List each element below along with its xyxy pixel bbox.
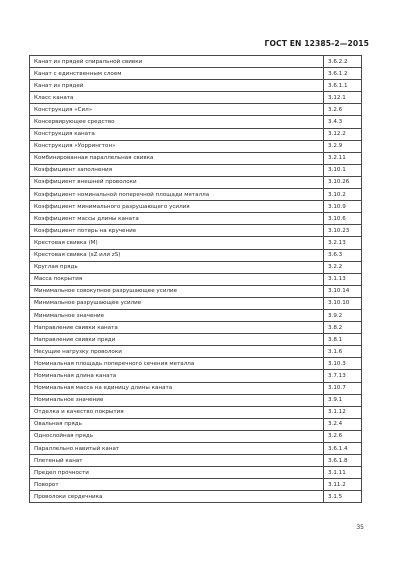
- term-cell: Номинальная длина каната: [30, 370, 324, 382]
- term-cell: Коэффициент номинальной поперечной площади металла: [30, 189, 324, 201]
- clause-ref-cell: 3.8.1: [324, 334, 362, 346]
- clause-ref-cell: 3.4.3: [324, 116, 362, 128]
- table-row: [30, 201, 362, 213]
- clause-ref-cell: 3.9.2: [324, 309, 362, 321]
- term-cell: Однослойная прядь: [30, 430, 324, 442]
- term-cell: Направление свивки каната: [30, 322, 324, 334]
- term-cell: Канат из прядей спиральной свивки: [30, 56, 324, 68]
- table-row: [30, 56, 362, 68]
- clause-ref-cell: 3.6.1.8: [324, 455, 362, 467]
- term-cell: Направление свивки пряди: [30, 334, 324, 346]
- clause-ref-cell: 3.2.2: [324, 261, 362, 273]
- table-row: [30, 104, 362, 116]
- term-cell: Крестовая свивка (М): [30, 237, 324, 249]
- term-cell: Номинальное значение: [30, 394, 324, 406]
- table-row: [30, 249, 362, 261]
- term-cell: Номинальная масса на единицу длины каната: [30, 382, 324, 394]
- table-row: [30, 394, 362, 406]
- table-row: [30, 309, 362, 321]
- term-cell: Масса покрытия: [30, 273, 324, 285]
- clause-ref-cell: 3.10.10: [324, 297, 362, 309]
- table-row: [30, 430, 362, 442]
- table-row: [30, 68, 362, 80]
- clause-ref-cell: 3.2.6: [324, 104, 362, 116]
- clause-ref-cell: 3.2.4: [324, 418, 362, 430]
- term-cell: Крестовая свивка (sZ или zS): [30, 249, 324, 261]
- table-row: [30, 297, 362, 309]
- term-cell: Конструкция «Сил»: [30, 104, 324, 116]
- term-index-body: [30, 56, 362, 503]
- clause-ref-cell: 3.10.2: [324, 189, 362, 201]
- term-cell: Коэффициент минимального разрушающего усилия: [30, 201, 324, 213]
- term-cell: Класс каната: [30, 92, 324, 104]
- clause-ref-cell: 3.6.1.2: [324, 68, 362, 80]
- clause-ref-cell: 3.10.6: [324, 213, 362, 225]
- table-row: [30, 225, 362, 237]
- table-row: [30, 80, 362, 92]
- clause-ref-cell: 3.2.11: [324, 152, 362, 164]
- table-row: [30, 213, 362, 225]
- term-cell: Канат с единственным слоем: [30, 68, 324, 80]
- table-row: [30, 152, 362, 164]
- clause-ref-cell: 3.10.7: [324, 382, 362, 394]
- table-row: [30, 140, 362, 152]
- table-row: [30, 479, 362, 491]
- term-index-table: [29, 55, 362, 503]
- table-row: [30, 467, 362, 479]
- table-row: [30, 443, 362, 455]
- clause-ref-cell: 3.11.2: [324, 479, 362, 491]
- term-cell: Отделка и качество покрытия: [30, 406, 324, 418]
- table-row: [30, 418, 362, 430]
- clause-ref-cell: 3.9.1: [324, 394, 362, 406]
- term-cell: Минимальное разрушающее усилие: [30, 297, 324, 309]
- term-cell: Несущие нагрузку проволоки: [30, 346, 324, 358]
- term-cell: Предел прочности: [30, 467, 324, 479]
- term-cell: Минимальное значение: [30, 309, 324, 321]
- clause-ref-cell: 3.10.26: [324, 176, 362, 188]
- clause-ref-cell: 3.6.2.2: [324, 56, 362, 68]
- table-row: [30, 189, 362, 201]
- table-row: [30, 322, 362, 334]
- term-cell: Минимальное совокупное разрушающее усилие: [30, 285, 324, 297]
- clause-ref-cell: 3.12.1: [324, 92, 362, 104]
- clause-ref-cell: 3.10.3: [324, 358, 362, 370]
- term-cell: Коэффициент заполнения: [30, 164, 324, 176]
- table-row: [30, 346, 362, 358]
- clause-ref-cell: 3.10.1: [324, 164, 362, 176]
- clause-ref-cell: 3.1.11: [324, 467, 362, 479]
- table-row: [30, 128, 362, 140]
- clause-ref-cell: 3.2.9: [324, 140, 362, 152]
- page-number: 35: [356, 524, 364, 531]
- term-cell: Консервирующее средство: [30, 116, 324, 128]
- clause-ref-cell: 3.1.5: [324, 491, 362, 503]
- term-cell: Поворот: [30, 479, 324, 491]
- term-cell: Коэффициент внешней проволоки: [30, 176, 324, 188]
- clause-ref-cell: 3.6.3: [324, 249, 362, 261]
- table-row: [30, 382, 362, 394]
- term-cell: Проволоки сердечника: [30, 491, 324, 503]
- table-row: [30, 92, 362, 104]
- term-cell: Овальная прядь: [30, 418, 324, 430]
- table-row: [30, 116, 362, 128]
- term-cell: Коэффициент массы длины каната: [30, 213, 324, 225]
- term-cell: Конструкция «Уоррингтон»: [30, 140, 324, 152]
- table-row: [30, 176, 362, 188]
- term-cell: Круглая прядь: [30, 261, 324, 273]
- table-row: [30, 164, 362, 176]
- clause-ref-cell: 3.6.1.1: [324, 80, 362, 92]
- table-row: [30, 370, 362, 382]
- table-row: [30, 261, 362, 273]
- table-row: [30, 491, 362, 503]
- clause-ref-cell: 3.1.13: [324, 273, 362, 285]
- clause-ref-cell: 3.6.1.4: [324, 443, 362, 455]
- clause-ref-cell: 3.1.6: [324, 346, 362, 358]
- term-cell: Конструкция каната: [30, 128, 324, 140]
- clause-ref-cell: 3.12.2: [324, 128, 362, 140]
- clause-ref-cell: 3.10.14: [324, 285, 362, 297]
- term-cell: Плетеный канат: [30, 455, 324, 467]
- table-row: [30, 358, 362, 370]
- table-row: [30, 285, 362, 297]
- clause-ref-cell: 3.1.12: [324, 406, 362, 418]
- clause-ref-cell: 3.2.6: [324, 430, 362, 442]
- term-cell: Коэффициент потерь на кручение: [30, 225, 324, 237]
- term-cell: Канат из прядей: [30, 80, 324, 92]
- table-row: [30, 406, 362, 418]
- table-row: [30, 273, 362, 285]
- table-row: [30, 334, 362, 346]
- table-row: [30, 237, 362, 249]
- clause-ref-cell: 3.8.2: [324, 322, 362, 334]
- term-cell: Номинальная площадь поперечного сечения металла: [30, 358, 324, 370]
- clause-ref-cell: 3.7.13: [324, 370, 362, 382]
- table-row: [30, 455, 362, 467]
- standard-designation: ГОСТ EN 12385-2—2015: [264, 39, 369, 48]
- clause-ref-cell: 3.2.13: [324, 237, 362, 249]
- clause-ref-cell: 3.10.9: [324, 201, 362, 213]
- term-cell: Параллельно навитый канат: [30, 443, 324, 455]
- term-cell: Комбинированная параллельная свивка: [30, 152, 324, 164]
- clause-ref-cell: 3.10.23: [324, 225, 362, 237]
